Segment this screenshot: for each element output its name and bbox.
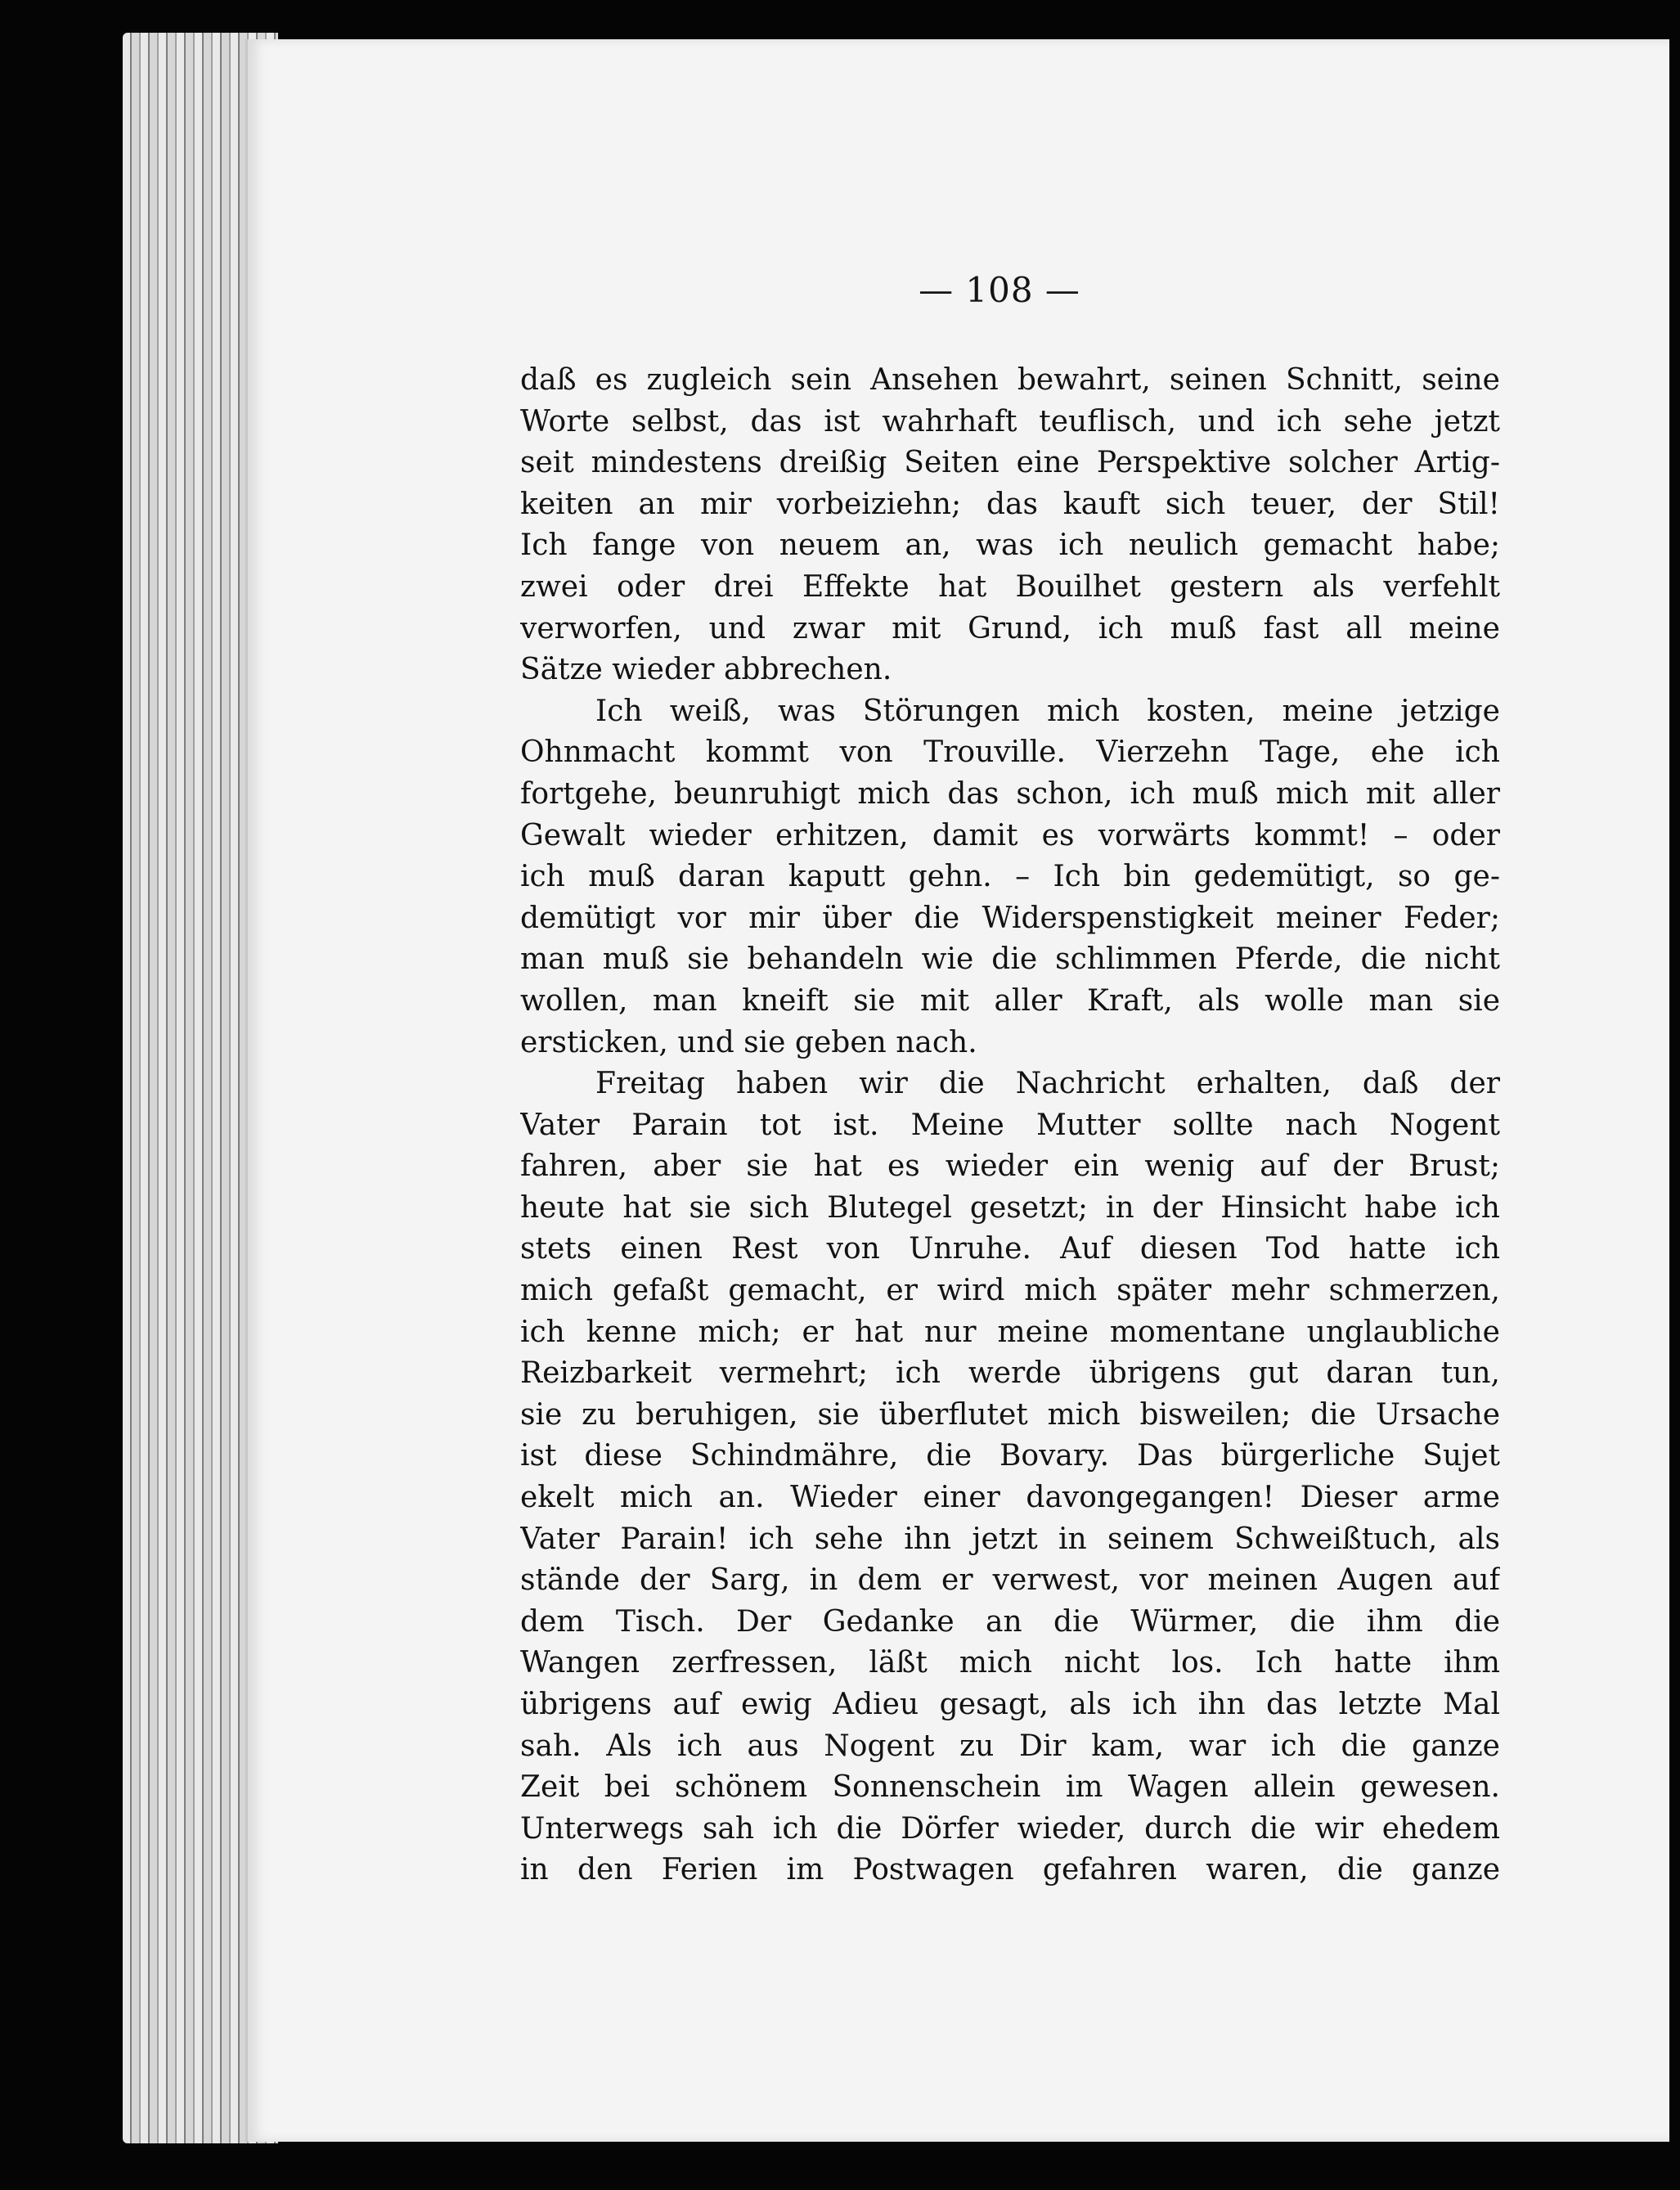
paragraph-1 xyxy=(520,360,1500,691)
text-line: Sätze wieder abbrechen. xyxy=(520,653,892,687)
text-line: ich muß daran kaputt gehn. – Ich bin gedemütigt, so ge- xyxy=(520,860,1500,894)
text-line: übrigens auf ewig Adieu gesagt, als ich ihn das letzte Mal xyxy=(520,1688,1500,1721)
text-line: dem Tisch. Der Gedanke an die Würmer, die ihm die xyxy=(520,1604,1500,1639)
text-line: sie zu beruhigen, sie überflutet mich bisweilen; die Ursache xyxy=(520,1397,1500,1432)
text-line: daß es zugleich sein Ansehen bewahrt, seinen Schnitt, seine xyxy=(520,363,1500,397)
text-line: heute hat sie sich Blutegel gesetzt; in der Hinsicht habe ich xyxy=(520,1190,1500,1225)
text-line: ekelt mich an. Wieder einer davongegangen! Dieser arme xyxy=(520,1481,1500,1515)
text-line: in den Ferien im Postwagen gefahren waren, die ganze xyxy=(520,1853,1500,1887)
text-line: fortgehe, beunruhigt mich das schon, ich muß mich mit aller xyxy=(520,776,1500,811)
text-line: Freitag haben wir die Nachricht erhalten, daß der xyxy=(595,1067,1500,1101)
text-line: demütigt vor mir über die Widerspenstigkeit meiner Feder; xyxy=(520,901,1500,935)
text-line: Ohnmacht kommt von Trouville. Vierzehn Tage, ehe ich xyxy=(520,735,1500,770)
text-line: Wangen zerfressen, läßt mich nicht los. Ich hatte ihm xyxy=(520,1646,1500,1680)
page-number: — 108 — xyxy=(919,270,1080,310)
text-line: ersticken, und sie geben nach. xyxy=(520,1025,977,1059)
text-line: man muß sie behandeln wie die schlimmen Pferde, die nicht xyxy=(520,942,1500,977)
text-line: Zeit bei schönem Sonnenschein im Wagen allein gewesen. xyxy=(520,1770,1500,1805)
paragraph-2 xyxy=(520,691,1500,1064)
text-line: stände der Sarg, in dem er verwest, vor meinen Augen auf xyxy=(520,1563,1500,1598)
text-line: Reizbarkeit vermehrt; ich werde übrigens gut daran tun, xyxy=(520,1356,1500,1391)
page-sheet xyxy=(245,39,1669,2142)
text-line: sah. Als ich aus Nogent zu Dir kam, war ich die ganze xyxy=(520,1729,1500,1763)
text-line: Vater Parain tot ist. Meine Mutter sollte nach Nogent xyxy=(520,1108,1500,1142)
text-line: keiten an mir vorbeiziehn; das kauft sich teuer, der Stil! xyxy=(520,487,1500,521)
text-line: Gewalt wieder erhitzen, damit es vorwärts kommt! – oder xyxy=(520,818,1500,852)
text-line: wollen, man kneift sie mit aller Kraft, als wolle man sie xyxy=(520,983,1500,1018)
text-line: Worte selbst, das ist wahrhaft teuflisch, und ich sehe jetzt xyxy=(520,404,1500,438)
text-line: ist diese Schindmähre, die Bovary. Das bürgerliche Sujet xyxy=(520,1439,1500,1473)
text-line: seit mindestens dreißig Seiten eine Perspektive solcher Artig- xyxy=(520,446,1500,480)
text-line: Ich weiß, was Störungen mich kosten, meine jetzige xyxy=(595,694,1500,728)
text-line: Vater Parain! ich sehe ihn jetzt in seinem Schweißtuch, als xyxy=(520,1522,1500,1556)
text-line: Ich fange von neuem an, was ich neulich gemacht habe; xyxy=(520,528,1500,563)
text-line: stets einen Rest von Unruhe. Auf diesen Tod hatte ich xyxy=(520,1232,1500,1266)
body-text xyxy=(520,360,1500,1891)
text-line: fahren, aber sie hat es wieder ein wenig auf der Brust; xyxy=(520,1149,1500,1184)
text-line: verworfen, und zwar mit Grund, ich muß fast all meine xyxy=(520,611,1500,645)
text-line: zwei oder drei Effekte hat Bouilhet gestern als verfehlt xyxy=(520,569,1500,604)
paragraph-3 xyxy=(520,1064,1500,1891)
text-line: mich gefaßt gemacht, er wird mich später mehr schmerzen, xyxy=(520,1274,1500,1308)
text-line: ich kenne mich; er hat nur meine momentane unglaubliche xyxy=(520,1315,1500,1349)
text-line: Unterwegs sah ich die Dörfer wieder, durch die wir ehedem xyxy=(520,1811,1500,1846)
